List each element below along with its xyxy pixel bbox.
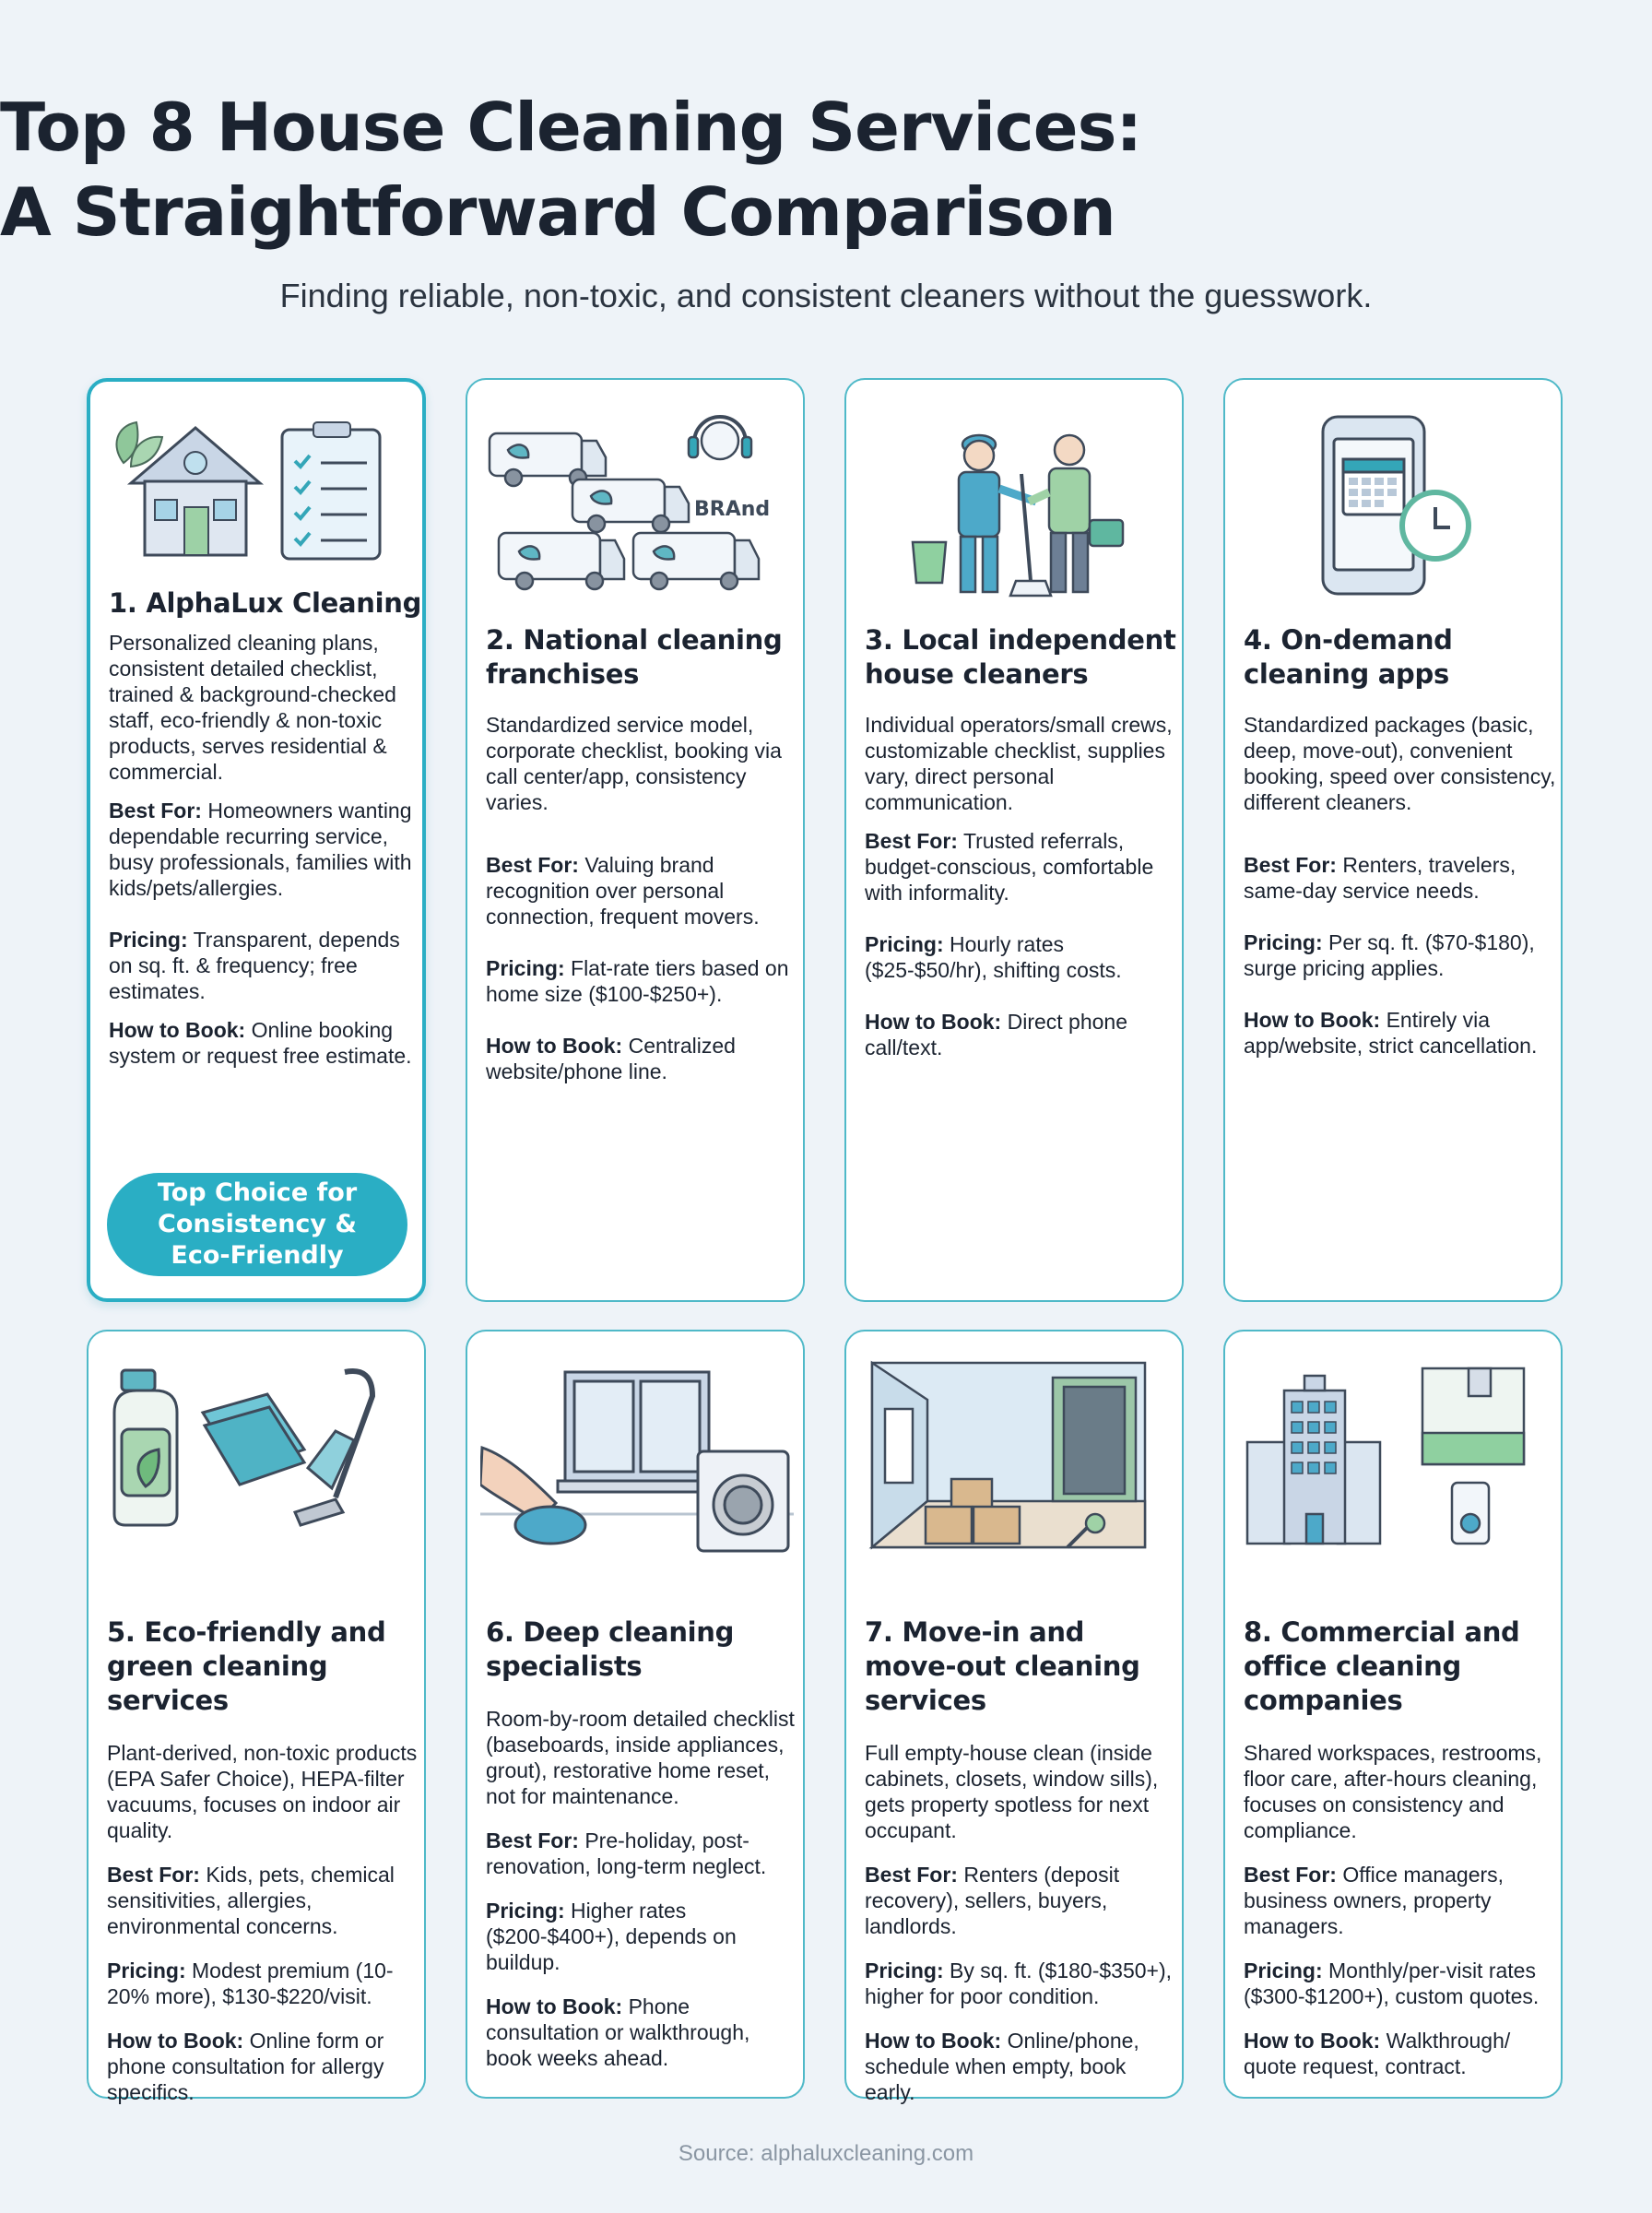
card-title: 6. Deep cleaning specialists [486, 1616, 735, 1682]
service-card-on-demand-apps [1223, 378, 1563, 1302]
card-description: Room-by-room detailed checklist (baseboards, inside appliances, grout), restorative home reset, not for maintenance. [486, 1707, 795, 1808]
card-description: Plant-derived, non-toxic products (EPA Safer Choice), HEPA-filter vacuums, focuses on indoor air quality. [107, 1741, 418, 1842]
card-how-to-book: How to Book: Online/phone, schedule when empty, book early. [865, 2029, 1139, 2104]
bottle-cloth-vacuum-icon [101, 1357, 415, 1542]
card-title: 4. On-demand cleaning apps [1244, 624, 1453, 690]
title-line-1: Top 8 House Cleaning Services: [0, 89, 1142, 166]
handshake-icon [859, 419, 1173, 603]
vans-and-headset-icon [480, 406, 794, 599]
service-card-national-franchises [466, 378, 805, 1302]
card-title: 5. Eco-friendly and green cleaning services [107, 1616, 386, 1716]
card-best-for: Best For: Renters, travelers, same-day service needs. [1244, 853, 1516, 903]
card-pricing: Pricing: Hourly rates ($25-$50/hr), shifting costs. [865, 932, 1122, 982]
card-best-for: Best For: Trusted referrals, budget-conscious, comfortable with informality. [865, 829, 1154, 905]
card-how-to-book: How to Book: Walkthrough/ quote request, contract. [1244, 2029, 1511, 2078]
card-pricing: Pricing: Modest premium (10-20% more), $130-$220/visit. [107, 1959, 394, 2008]
house-and-checklist-icon [103, 409, 417, 566]
service-card-move-in-out [844, 1330, 1184, 2104]
page-subtitle: Finding reliable, non-toxic, and consistent cleaners without the guesswork. [279, 277, 1373, 314]
card-description: Standardized service model, corporate checklist, booking via call center/app, consistency varies. [486, 713, 782, 814]
card-pricing: Pricing: Transparent, depends on sq. ft. & frequency; free estimates. [109, 928, 400, 1003]
page-title [0, 85, 1652, 254]
card-how-to-book: How to Book: Phone consultation or walkthrough, book weeks ahead. [486, 1994, 750, 2070]
card-description: Personalized cleaning plans, consistent detailed checklist, trained & background-checked staff, eco-friendly & non-toxic products, serves residential & commercial. [109, 631, 396, 784]
card-how-to-book: How to Book: Online booking system or request free estimate. [109, 1018, 412, 1068]
card-how-to-book: How to Book: Entirely via app/website, strict cancellation. [1244, 1008, 1538, 1058]
card-title: 8. Commercial and office cleaning companies [1244, 1616, 1520, 1716]
card-how-to-book: How to Book: Centralized website/phone line. [486, 1034, 736, 1083]
card-title: 1. AlphaLux Cleaning [109, 587, 422, 619]
service-card-local-independent [844, 378, 1184, 1302]
card-best-for: Best For: Pre-holiday, post-renovation, long-term neglect. [486, 1828, 767, 1878]
card-best-for: Best For: Renters (deposit recovery), sellers, buyers, landlords. [865, 1863, 1120, 1938]
service-card-eco-friendly [87, 1330, 426, 2104]
card-title: 3. Local independent house cleaners [865, 624, 1176, 690]
title-line-2: A Straightforward Comparison [0, 173, 1115, 251]
service-card-deep-cleaning [466, 1330, 805, 2099]
source-credit: Source: alphaluxcleaning.com [678, 2141, 974, 2166]
office-building-kitchen-icon [1238, 1365, 1552, 1549]
phone-calendar-clock-icon [1238, 408, 1552, 601]
card-title: 7. Move-in and move-out cleaning services [865, 1616, 1140, 1716]
service-card-commercial-office [1223, 1330, 1563, 2099]
card-pricing: Pricing: Higher rates ($200-$400+), depends on buildup. [486, 1899, 737, 1974]
card-pricing: Pricing: Monthly/per-visit rates ($300-$1200+), custom quotes. [1244, 1959, 1540, 2008]
service-card-alphalux [87, 378, 426, 1302]
card-pricing: Pricing: Flat-rate tiers based on home size ($100-$250+). [486, 956, 789, 1006]
brand-label: BRAnd [694, 498, 771, 521]
window-scrub-washer-icon [480, 1368, 794, 1553]
card-how-to-book: How to Book: Online form or phone consultation for allergy specifics. [107, 2029, 384, 2104]
card-pricing: Pricing: Per sq. ft. ($70-$180), surge pricing applies. [1244, 930, 1535, 980]
card-best-for: Best For: Homeowners wanting dependable recurring service, busy professionals, families with kids/pets/allergies. [109, 799, 412, 900]
card-pricing: Pricing: By sq. ft. ($180-$350+), higher for poor condition. [865, 1959, 1173, 2008]
card-description: Full empty-house clean (inside cabinets, closets, window sills), gets property spotless for next occupant. [865, 1741, 1159, 1842]
card-description: Individual operators/small crews, customizable checklist, supplies vary, direct personal communication. [865, 713, 1173, 814]
card-title: 2. National cleaning franchises [486, 624, 783, 690]
card-best-for: Best For: Valuing brand recognition over personal connection, frequent movers. [486, 853, 760, 929]
top-choice-badge: Top Choice for Consistency & Eco-Friendly [107, 1173, 407, 1276]
card-best-for: Best For: Office managers, business owners, property managers. [1244, 1863, 1504, 1938]
card-best-for: Best For: Kids, pets, chemical sensitivities, allergies, environmental concerns. [107, 1863, 395, 1938]
card-description: Shared workspaces, restrooms, floor care, after-hours cleaning, focuses on consistency and compliance. [1244, 1741, 1542, 1842]
empty-room-boxes-keys-icon [859, 1359, 1173, 1553]
card-description: Standardized packages (basic, deep, move-out), convenient booking, speed over consistency, different cleaners. [1244, 713, 1556, 814]
card-how-to-book: How to Book: Direct phone call/text. [865, 1010, 1128, 1059]
